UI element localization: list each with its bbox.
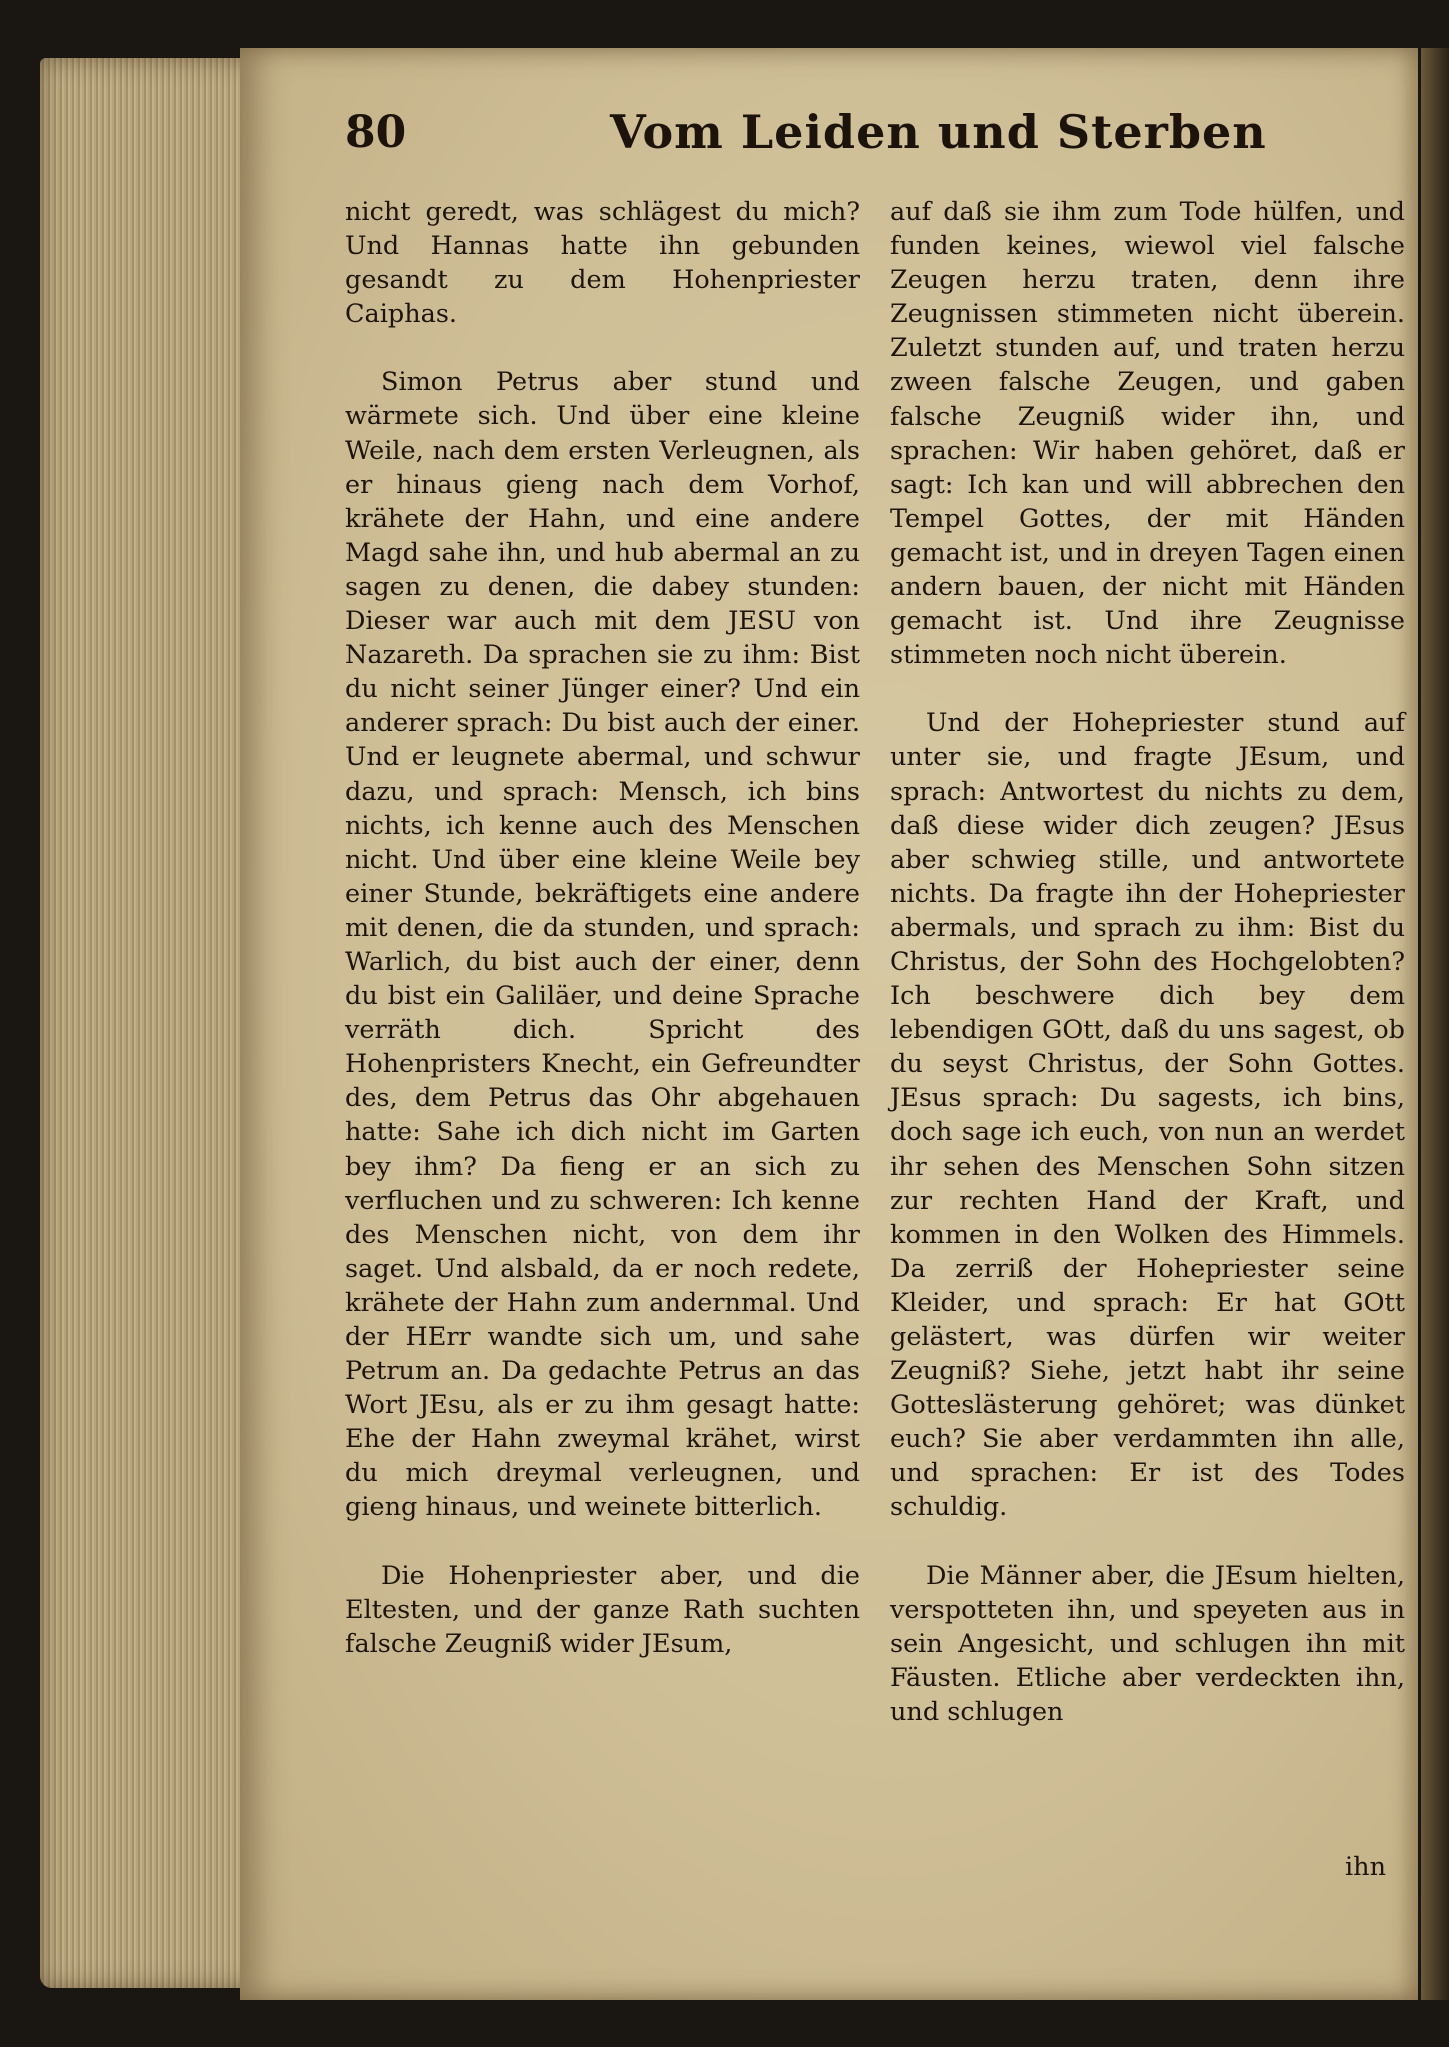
paragraph: Die Männer aber, die JEsum hielten, verspotteten ihn, und speyeten aus in sein Angesicht, und schlugen ihn mit Fäusten. Etliche aber verdeckten ihn, und schlugen xyxy=(890,1560,1405,1727)
catchword: ihn xyxy=(1345,1852,1387,1882)
left-text-column xyxy=(345,195,860,1661)
right-text-column xyxy=(890,195,1405,1729)
book-page-edges xyxy=(40,58,270,1988)
paragraph: Die Hohenpriester aber, und die Eltesten, und der ganze Rath suchten falsche Zeugniß wider JEsum, xyxy=(345,1560,860,1659)
page-number: 80 xyxy=(345,107,407,158)
book-gutter xyxy=(1421,48,1449,2000)
paragraph: Simon Petrus aber stund und wärmete sich. Und über eine kleine Weile, nach dem ersten Verleugnen, als er hinaus gieng nach dem Vorhof, krähete der Hahn, und eine andere Magd sahe ihn, und hub abermal an zu sagen zu denen, die dabey stunden: Dieser war auch mit dem JESU von Nazareth. Da sprachen sie zu ihm: Bist du nicht seiner Jünger einer? Und ein anderer sprach: Du bist auch der einer. Und er leugnete abermal, und schwur dazu, und sprach: Mensch, ich bins nichts, ich kenne auch des Menschen nicht. Und über eine kleine Weile bey einer Stunde, bekräftigets eine andere mit denen, die da stunden, und sprach: Warlich, du bist auch der einer, denn du bist ein Galiläer, und deine Sprache verräth dich. Spricht des Hohenpristers Knecht, ein Gefreundter des, dem Petrus das Ohr abgehauen hatte: Sahe ich dich nicht im Garten bey ihm? Da fieng er an sich zu verfluchen und zu schweren: Ich kenne des Menschen nicht, von dem ihr saget. Und alsbald, da er noch redete, krähete der Hahn zum andernmal. Und der HErr wandte sich um, und sahe Petrum an. Da gedachte Petrus an das Wort JEsu, als er zu ihm gesagt hatte: Ehe der Hahn zweymal krähet, wirst du mich dreymal verleugnen, und gieng hinaus, und weinete bitterlich. xyxy=(345,367,860,1523)
page-header xyxy=(345,105,1385,165)
paragraph: Und der Hohepriester stund auf unter sie, und fragte JEsum, und sprach: Antwortest du nichts zu dem, daß diese wider dich zeugen? JEsus aber schwieg stille, und antwortete nichts. Da fragte ihn der Hohepriester abermals, und sprach zu ihm: Bist du Christus, der Sohn des Hochgelobten? Ich beschwere dich bey dem lebendigen GOtt, daß du uns sagest, ob du seyst Christus, der Sohn Gottes. JEsus sprach: Du sagests, ich bins, doch sage ich euch, von nun an werdet ihr sehen des Menschen Sohn sitzen zur rechten Hand der Kraft, und kommen in den Wolken des Himmels. Da zerriß der Hohepriester seine Kleider, und sprach: Er hat GOtt gelästert, was dürfen wir weiter Zeugniß? Siehe, jetzt habt ihr seine Gotteslästerung gehöret; was dünket euch? Sie aber verdammten ihn alle, und sprachen: Er ist des Todes schuldig. xyxy=(890,708,1405,1523)
paragraph: auf daß sie ihm zum Tode hülfen, und funden keines, wiewol viel falsche Zeugen herzu traten, denn ihre Zeugnissen stimmeten nicht überein. Zuletzt stunden auf, und traten herzu zween falsche Zeugen, und gaben falsche Zeugniß wider ihn, und sprachen: Wir haben gehöret, daß er sagt: Ich kan und will abbrechen den Tempel Gottes, der mit Händen gemacht ist, und in dreyen Tagen einen andern bauen, der nicht mit Händen gemacht ist. Und ihre Zeugnisse stimmeten noch nicht überein. xyxy=(890,197,1405,671)
paragraph: nicht geredt, was schlägest du mich? Und Hannas hatte ihn gebunden gesandt zu dem Hohenpriester Caiphas. xyxy=(345,197,860,330)
running-title: Vom Leiden und Sterben xyxy=(610,105,1267,159)
